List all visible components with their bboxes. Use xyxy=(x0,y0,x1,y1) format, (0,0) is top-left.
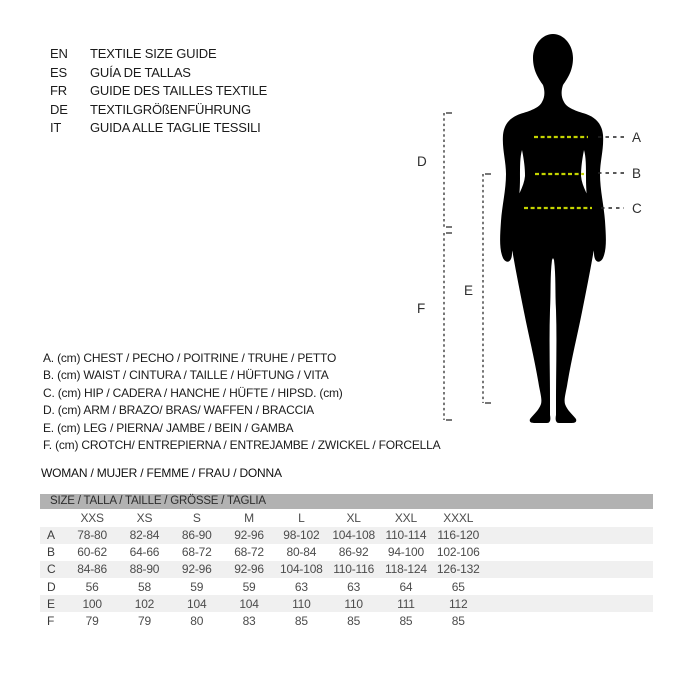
guide-title: TEXTILGRÖßENFÜHRUNG xyxy=(90,101,251,117)
size-column-header: XXL xyxy=(394,510,417,525)
size-cell: 112 xyxy=(448,596,468,611)
size-cell: 92-96 xyxy=(181,562,212,577)
size-cell: 104-108 xyxy=(332,528,375,543)
size-table xyxy=(40,494,653,630)
size-table-header-bar: SIZE / TALLA / TAILLE / GRÖSSE / TAGLIA xyxy=(40,494,653,509)
size-cell: 79 xyxy=(137,614,151,629)
size-cell: 85 xyxy=(399,614,413,629)
size-cell: 102-106 xyxy=(436,545,480,560)
size-cell: 110 xyxy=(344,596,363,611)
size-cell: 59 xyxy=(242,579,256,594)
title-language-list xyxy=(50,45,267,138)
size-cell: 84-86 xyxy=(77,562,107,577)
size-column-header: XS xyxy=(136,510,153,525)
arm-label: D xyxy=(417,154,427,169)
row-label: E xyxy=(47,596,56,611)
guide-title: GUÍA DE TALLAS xyxy=(90,64,191,80)
size-cell: 68-72 xyxy=(181,545,212,560)
size-cell: 118-124 xyxy=(385,562,427,577)
size-column-header: L xyxy=(298,510,305,525)
size-cell: 92-96 xyxy=(234,528,264,543)
legend-line: F. (cm) CROTCH/ ENTREPIERNA / ENTREJAMBE / ZWICKEL / FORCELLA xyxy=(43,437,441,452)
size-cell: 98-102 xyxy=(283,528,320,543)
size-cell: 82-84 xyxy=(129,528,160,543)
size-cell: 58 xyxy=(137,579,151,594)
legend-line: A. (cm) CHEST / PECHO / POITRINE / TRUHE / PETTO xyxy=(43,351,337,365)
audience-line: WOMAN / MUJER / FEMME / FRAU / DONNA xyxy=(41,466,282,480)
size-cell: 79 xyxy=(85,614,99,629)
size-column-header: S xyxy=(192,510,201,525)
guide-title: TEXTILE SIZE GUIDE xyxy=(90,46,217,61)
waist-label: B xyxy=(632,166,642,181)
language-code: FR xyxy=(50,83,67,99)
row-label: B xyxy=(47,545,56,560)
size-cell: 80-84 xyxy=(286,545,317,560)
size-cell: 83 xyxy=(242,614,256,629)
language-row xyxy=(50,101,267,120)
size-cell: 104 xyxy=(187,596,207,611)
size-cell: 111 xyxy=(397,596,415,611)
size-cell: 110-116 xyxy=(333,562,375,577)
row-label: D xyxy=(47,579,56,594)
woman-silhouette-icon xyxy=(500,34,606,423)
legend-line: D. (cm) ARM / BRAZO/ BRAS/ WAFFEN / BRACCIA xyxy=(43,403,314,418)
table-row xyxy=(40,595,653,612)
size-cell: 78-80 xyxy=(77,528,107,543)
size-cell: 86-90 xyxy=(181,528,212,543)
size-cell: 63 xyxy=(347,579,361,594)
row-label: A xyxy=(47,528,56,543)
language-code: DE xyxy=(50,101,68,117)
table-row xyxy=(40,612,653,629)
size-cell: 64-66 xyxy=(129,545,160,560)
size-cell: 86-92 xyxy=(338,545,369,560)
size-table-body xyxy=(40,527,653,630)
size-cell: 104 xyxy=(239,596,259,611)
table-row xyxy=(40,578,653,595)
size-cell: 56 xyxy=(85,579,99,594)
row-label: C xyxy=(47,562,56,577)
language-code: IT xyxy=(50,120,62,136)
legend-line: B. (cm) WAIST / CINTURA / TAILLE / HÜFTUNG / VITA xyxy=(43,368,329,383)
size-cell: 104-108 xyxy=(280,562,323,577)
size-cell: 60-62 xyxy=(77,545,107,560)
size-cell: 80 xyxy=(190,614,204,629)
size-cell: 88-90 xyxy=(129,562,160,577)
chest-label: A xyxy=(632,130,642,145)
language-row xyxy=(50,64,267,83)
size-cell: 68-72 xyxy=(234,545,264,560)
size-cell: 63 xyxy=(294,579,308,594)
legend-line: E. (cm) LEG / PIERNA/ JAMBE / BEIN / GAMBA xyxy=(43,420,294,435)
size-cell: 110 xyxy=(292,596,311,611)
size-column-header: M xyxy=(244,510,254,525)
table-row xyxy=(40,561,653,578)
size-cell: 102 xyxy=(134,596,155,611)
size-cell: 65 xyxy=(451,579,465,594)
size-cell: 92-96 xyxy=(234,562,264,577)
size-cell: 85 xyxy=(294,614,308,629)
size-cell: 64 xyxy=(399,579,413,594)
size-column-header: XXXL xyxy=(443,510,474,525)
guide-title: GUIDE DES TAILLES TEXTILE xyxy=(90,83,268,99)
crotch-label: F xyxy=(417,301,426,316)
table-row xyxy=(40,527,653,544)
language-code: ES xyxy=(50,64,67,80)
size-cell: 100 xyxy=(82,596,102,611)
size-table-head-row xyxy=(40,509,653,527)
hip-label: C xyxy=(632,201,642,216)
row-label: F xyxy=(47,614,55,629)
size-cell: 116-120 xyxy=(437,528,480,543)
language-row xyxy=(50,119,267,138)
leg-label: E xyxy=(464,283,474,298)
legend-line: C. (cm) HIP / CADERA / HANCHE / HÜFTE / HIPSD. (cm) xyxy=(43,385,343,400)
size-cell: 110-114 xyxy=(385,528,427,543)
language-code: EN xyxy=(50,46,68,61)
size-cell: 59 xyxy=(190,579,204,594)
table-row xyxy=(40,544,653,561)
size-column-header: XXS xyxy=(80,510,104,525)
language-row xyxy=(50,82,267,101)
size-cell: 126-132 xyxy=(436,562,480,577)
measurement-legend xyxy=(43,350,440,454)
guide-title: GUIDA ALLE TAGLIE TESSILI xyxy=(90,120,261,136)
size-cell: 85 xyxy=(347,614,361,629)
size-column-header: XL xyxy=(346,510,361,525)
size-cell: 94-100 xyxy=(387,545,425,560)
language-row xyxy=(50,45,267,64)
size-cell: 85 xyxy=(451,614,465,629)
